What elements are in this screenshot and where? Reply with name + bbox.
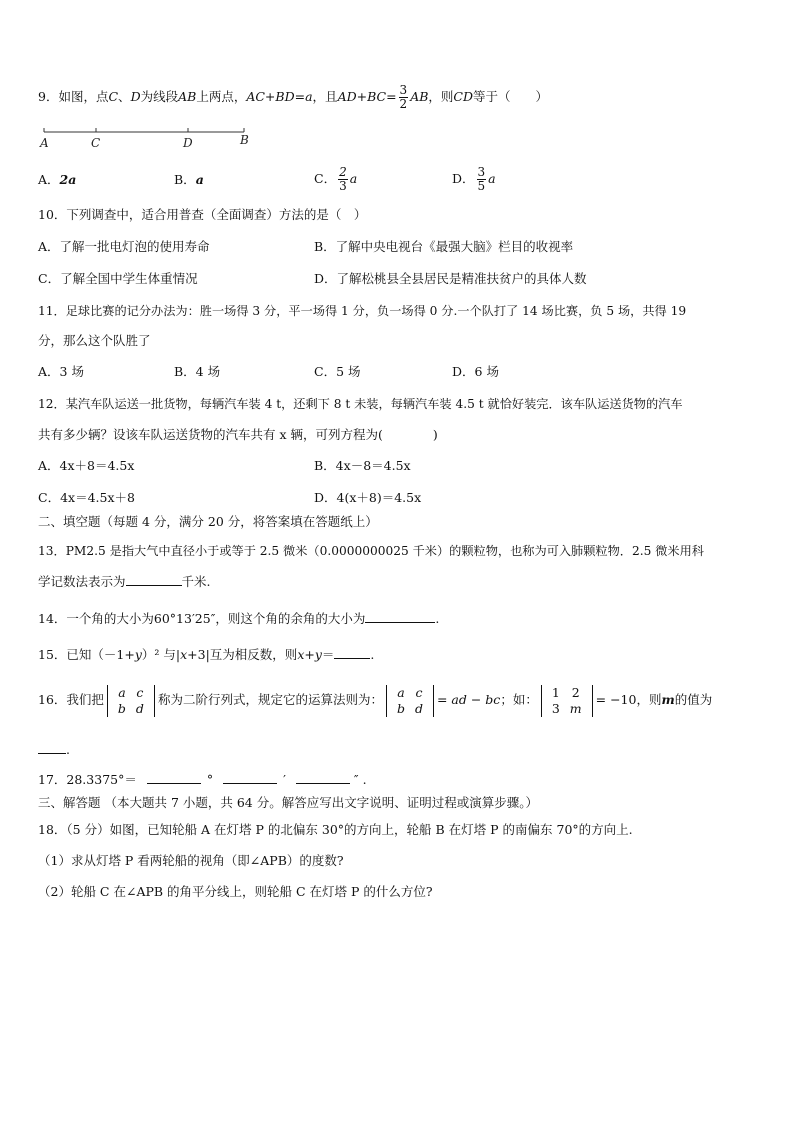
q16-determinant-general: a c b d bbox=[107, 685, 155, 717]
q13-answer-blank bbox=[126, 573, 182, 586]
q12-option-d: D．4(x＋8)＝4.5x bbox=[314, 490, 422, 505]
q11-stem-line1: 11．足球比赛的记分办法为：胜一场得 3 分，平一场得 1 分，负一场得 0 分.一个队打了 14 场比赛，负 5 场，共得 19 bbox=[38, 304, 687, 318]
q15-answer-blank bbox=[334, 646, 370, 659]
q11-option-c: C．5 场 bbox=[314, 364, 361, 379]
q15-stem: 15．已知（－1+y）² 与|x+3|互为相反数，则x+y＝ . bbox=[38, 647, 375, 662]
section-3-heading: 三、解答题 （本大题共 7 小题，共 64 分。解答应写出文字说明、证明过程或演算步骤。） bbox=[38, 795, 538, 810]
q10-option-b: B．了解中央电视台《最强大脑》栏目的收视率 bbox=[314, 239, 574, 254]
q12-stem-line1: 12．某汽车队运送一批货物，每辆汽车装 4 t，还剩下 8 t 未装，每辆汽车装 4.5 t 就恰好装完．该车队运送货物的汽车 bbox=[38, 397, 683, 411]
label-b: B bbox=[240, 133, 249, 147]
q11-option-a: A．3 场 bbox=[38, 364, 84, 379]
q16-answer-line: . bbox=[38, 741, 70, 758]
q14-stem: 14．一个角的大小为60°13′25″，则这个角的余角的大小为 . bbox=[38, 611, 440, 626]
q17-degree-blank bbox=[147, 771, 201, 784]
section-2-heading: 二、填空题（每题 4 分，满分 20 分，将答案填在答题纸上） bbox=[38, 514, 378, 529]
q18-part-1: （1）求从灯塔 P 看两轮船的视角（即∠APB）的度数? bbox=[38, 853, 344, 868]
q9-fraction: $\frac{3}{2}$ bbox=[399, 83, 408, 111]
q12-option-b: B．4x－8＝4.5x bbox=[314, 458, 411, 473]
q17-minute-blank bbox=[223, 771, 277, 784]
q18-part-2: （2）轮船 C 在∠APB 的角平分线上，则轮船 C 在灯塔 P 的什么方位? bbox=[38, 884, 433, 899]
q12-stem-line2: 共有多少辆？设该车队运送货物的汽车共有 x 辆，可列方程为( ) bbox=[38, 427, 438, 442]
q13-stem-line1: 13．PM2.5 是指大气中直径小于或等于 2.5 微米（0.0000000025 千米）的颗粒物，也称为可入肺颗粒物．2.5 微米用科 bbox=[38, 544, 704, 558]
q11-option-d: D．6 场 bbox=[452, 364, 499, 379]
q14-answer-blank bbox=[365, 610, 435, 623]
q17-stem: 17．28.3375°＝ ° ′ ″ . bbox=[38, 772, 367, 787]
q9-segment-figure bbox=[36, 124, 256, 152]
q10-stem: 10．下列调查中，适合用普查（全面调查）方法的是（ ） bbox=[38, 207, 367, 222]
q16-answer-blank bbox=[38, 741, 66, 754]
label-d: D bbox=[183, 136, 193, 150]
q9-option-d: D． $\frac{3}{5}$ a bbox=[452, 165, 496, 193]
label-a: A bbox=[40, 136, 49, 150]
q17-second-blank bbox=[296, 771, 350, 784]
label-c: C bbox=[91, 136, 101, 150]
q10-option-d: D．了解松桃县全县居民是精准扶贫户的具体人数 bbox=[314, 271, 587, 286]
q11-option-b: B．4 场 bbox=[174, 364, 221, 379]
q9-option-a: A．2a bbox=[38, 172, 77, 187]
q16-stem: 16．我们把 a c b d 称为二阶行列式，规定它的运算法则为： a c b d = ad − bc；如： 1 2 3 m = −10，则m的值为 bbox=[38, 684, 713, 716]
q16-determinant-example: 1 2 3 m bbox=[541, 685, 593, 717]
q13-stem-line2: 学记数法表示为 千米. bbox=[38, 574, 211, 589]
q11-stem-line2: 分，那么这个队胜了 bbox=[38, 333, 151, 348]
q12-option-a: A．4x＋8＝4.5x bbox=[38, 458, 135, 473]
q12-option-c: C．4x＝4.5x＋8 bbox=[38, 490, 135, 505]
q10-option-c: C．了解全国中学生体重情况 bbox=[38, 271, 198, 286]
q9-option-c: C． $\frac{2}{3}$ a bbox=[314, 165, 358, 193]
q10-option-a: A．了解一批电灯泡的使用寿命 bbox=[38, 239, 210, 254]
q9-option-b: B．a bbox=[174, 172, 204, 187]
q9-stem: 9．如图，点C、D为线段AB上两点，AC+BD=a，且AD+BC= $\frac{3}{2}$ AB，则CD等于（ ） bbox=[38, 83, 549, 111]
q18-stem: 18．（5 分）如图，已知轮船 A 在灯塔 P 的北偏东 30°的方向上，轮船 B 在灯塔 P 的南偏东 70°的方向上. bbox=[38, 822, 633, 837]
q16-determinant-rule: a c b d bbox=[386, 685, 434, 717]
